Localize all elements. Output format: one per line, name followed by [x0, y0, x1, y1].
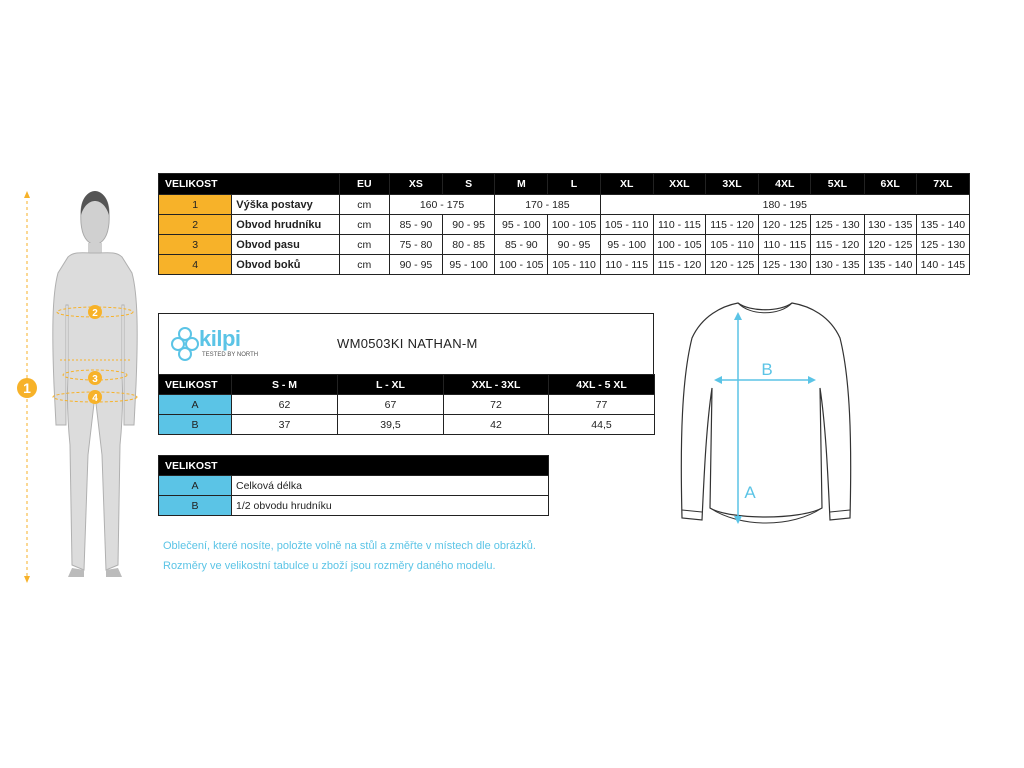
- kilpi-logo: [171, 324, 261, 364]
- table-cell: 110 - 115: [653, 215, 705, 235]
- size-table-header: [159, 174, 970, 195]
- size-table: [158, 173, 970, 275]
- header-xl: XL: [600, 174, 653, 195]
- table-cell: 105 - 110: [548, 255, 600, 275]
- table-row: [159, 395, 655, 415]
- table-cell: 67: [338, 395, 444, 415]
- table-cell: 105 - 110: [600, 215, 653, 235]
- row-label: Výška postavy: [232, 195, 339, 215]
- header-size-group: S - M: [232, 375, 338, 395]
- table-cell: 77: [549, 395, 655, 415]
- table-cell: 95 - 100: [495, 215, 548, 235]
- table-row: [159, 476, 549, 496]
- row-number: 3: [159, 235, 232, 255]
- legend-table-header: [159, 456, 549, 476]
- table-cell: 115 - 120: [705, 215, 758, 235]
- header-xxl: XXL: [653, 174, 705, 195]
- table-cell: 130 - 135: [811, 255, 864, 275]
- header-eu: EU: [339, 174, 389, 195]
- table-cell: 160 - 175: [389, 195, 494, 215]
- table-row: [159, 496, 549, 516]
- table-cell: 135 - 140: [864, 255, 916, 275]
- table-cell: 62: [232, 395, 338, 415]
- table-cell: 110 - 115: [759, 235, 811, 255]
- table-cell: 90 - 95: [548, 235, 600, 255]
- table-row: [159, 415, 655, 435]
- header-s: S: [443, 174, 495, 195]
- row-key: B: [159, 415, 232, 435]
- table-cell: 42: [444, 415, 549, 435]
- header-4xl: 4XL: [759, 174, 811, 195]
- marker-1-label: 1: [23, 380, 31, 396]
- header-3xl: 3XL: [705, 174, 758, 195]
- model-table-header: [159, 375, 655, 395]
- note-model-dimensions: Rozměry ve velikostní tabulce u zboží jsou rozměry daného modelu.: [163, 560, 496, 572]
- row-label: Obvod hrudníku: [232, 215, 339, 235]
- header-5xl: 5XL: [811, 174, 864, 195]
- table-cell: 75 - 80: [389, 235, 442, 255]
- body-figure-illustration: [10, 185, 150, 585]
- shirt-label-b: B: [761, 360, 773, 379]
- table-cell: 115 - 120: [811, 235, 864, 255]
- model-measurement-table: [158, 374, 655, 435]
- table-cell: 85 - 90: [495, 235, 548, 255]
- table-cell: 180 - 195: [600, 195, 969, 215]
- table-cell: 95 - 100: [600, 235, 653, 255]
- brand-name: kilpi: [199, 326, 241, 351]
- kilpi-knot-icon: [171, 324, 199, 364]
- row-description: 1/2 obvodu hrudníku: [232, 496, 549, 516]
- table-cell: 95 - 100: [443, 255, 495, 275]
- row-unit: cm: [339, 235, 389, 255]
- row-description: Celková délka: [232, 476, 549, 496]
- model-code: WM0503KI NATHAN-M: [337, 336, 478, 351]
- table-row: [159, 195, 970, 215]
- table-cell: 39,5: [338, 415, 444, 435]
- table-cell: 140 - 145: [916, 255, 969, 275]
- table-cell: 100 - 105: [495, 255, 548, 275]
- table-cell: 170 - 185: [495, 195, 600, 215]
- table-cell: 90 - 95: [443, 215, 495, 235]
- table-cell: 120 - 125: [705, 255, 758, 275]
- row-label: Obvod pasu: [232, 235, 339, 255]
- table-cell: 120 - 125: [759, 215, 811, 235]
- table-cell: 72: [444, 395, 549, 415]
- marker-2-label: 2: [92, 308, 98, 319]
- table-cell: 85 - 90: [389, 215, 442, 235]
- header-xs: XS: [389, 174, 442, 195]
- table-cell: 130 - 135: [864, 215, 916, 235]
- marker-4-label: 4: [92, 393, 98, 404]
- row-label: Obvod boků: [232, 255, 339, 275]
- header-size-group: L - XL: [338, 375, 444, 395]
- shirt-illustration: [670, 298, 870, 538]
- table-cell: 100 - 105: [548, 215, 600, 235]
- brand-tagline: TESTED BY NORTH: [202, 352, 259, 358]
- row-number: 4: [159, 255, 232, 275]
- table-cell: 125 - 130: [759, 255, 811, 275]
- legend-table: [158, 455, 549, 516]
- header-6xl: 6XL: [864, 174, 916, 195]
- table-cell: 90 - 95: [389, 255, 442, 275]
- header-m: M: [495, 174, 548, 195]
- table-cell: 135 - 140: [916, 215, 969, 235]
- header-l: L: [548, 174, 600, 195]
- table-cell: 80 - 85: [443, 235, 495, 255]
- row-unit: cm: [339, 195, 389, 215]
- header-7xl: 7XL: [916, 174, 969, 195]
- header-velikost: VELIKOST: [159, 174, 340, 195]
- header-size-group: 4XL - 5 XL: [549, 375, 655, 395]
- table-cell: 105 - 110: [705, 235, 758, 255]
- header-velikost: VELIKOST: [159, 375, 232, 395]
- table-cell: 37: [232, 415, 338, 435]
- table-cell: 110 - 115: [600, 255, 653, 275]
- row-number: 2: [159, 215, 232, 235]
- table-row: [159, 255, 970, 275]
- table-row: [159, 235, 970, 255]
- table-cell: 125 - 130: [811, 215, 864, 235]
- model-header-box: [158, 313, 654, 374]
- header-velikost: VELIKOST: [159, 456, 549, 476]
- row-key: A: [159, 476, 232, 496]
- table-cell: 120 - 125: [864, 235, 916, 255]
- note-measure-instruction: Oblečení, které nosíte, položte volně na stůl a změřte v místech dle obrázků.: [163, 540, 536, 552]
- shirt-label-a: A: [744, 483, 756, 502]
- row-key: A: [159, 395, 232, 415]
- marker-3-label: 3: [92, 374, 98, 385]
- row-unit: cm: [339, 255, 389, 275]
- table-cell: 44,5: [549, 415, 655, 435]
- table-cell: 125 - 130: [916, 235, 969, 255]
- row-unit: cm: [339, 215, 389, 235]
- row-key: B: [159, 496, 232, 516]
- row-number: 1: [159, 195, 232, 215]
- header-size-group: XXL - 3XL: [444, 375, 549, 395]
- table-cell: 115 - 120: [653, 255, 705, 275]
- table-cell: 100 - 105: [653, 235, 705, 255]
- table-row: [159, 215, 970, 235]
